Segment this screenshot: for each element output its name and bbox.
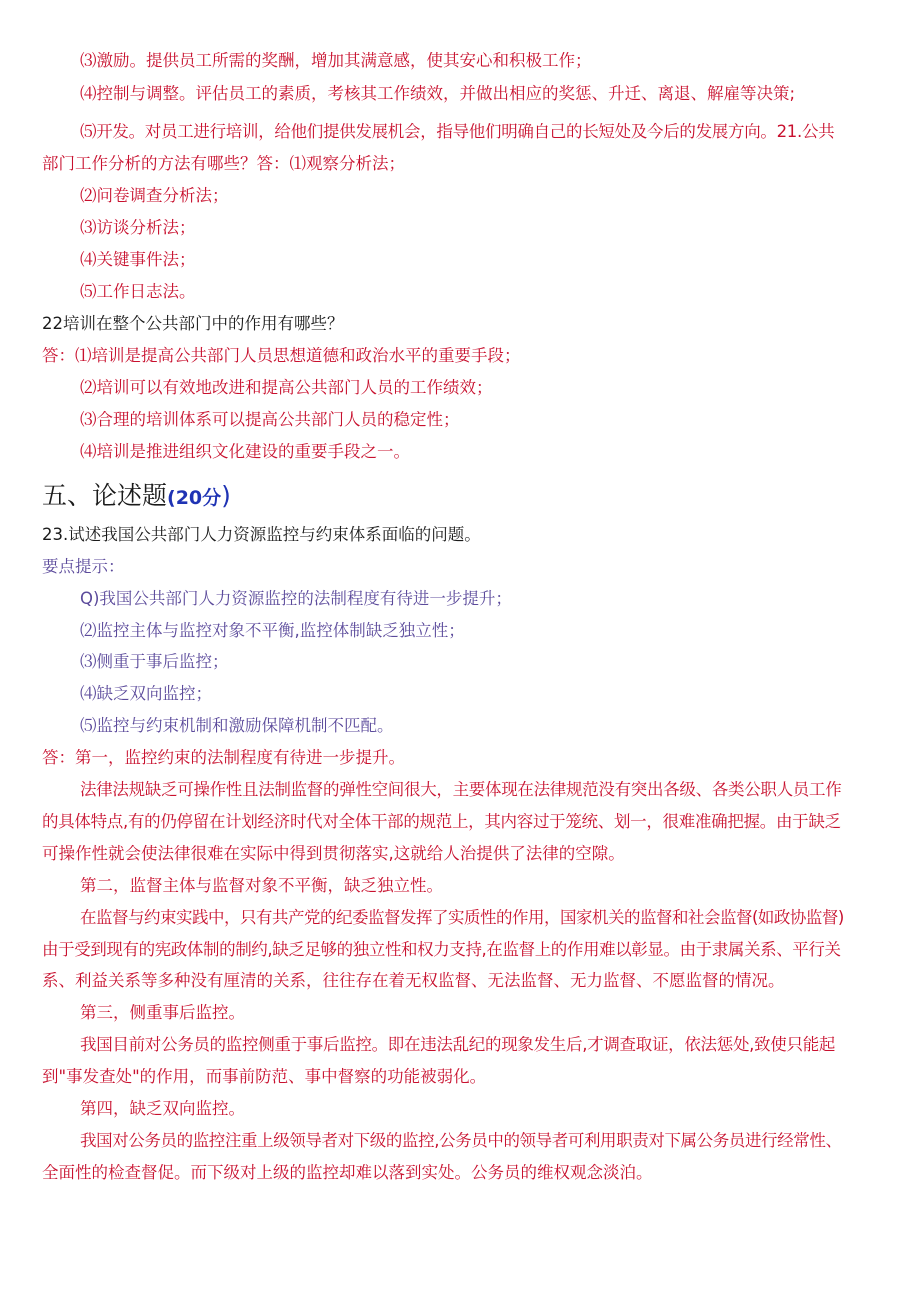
q22-item-3: ⑶合理的培训体系可以提高公共部门人员的稳定性； xyxy=(80,410,460,429)
p3-line-1: 我国目前对公务员的监控侧重于事后监控。即在违法乱纪的现象发生后,才调查取证，依法惩处,致使只能起 xyxy=(80,1035,836,1054)
q22-title: 22培训在整个公共部门中的作用有哪些？ xyxy=(42,314,344,333)
answer-third-point: 第三，侧重事后监控。 xyxy=(80,1003,245,1022)
section-heading-text: 五、论述题 xyxy=(42,481,168,510)
hint-item-5: ⑸监控与约束机制和激励保障机制不匹配。 xyxy=(80,716,394,735)
answer-fourth-point: 第四，缺乏双向监控。 xyxy=(80,1099,245,1118)
answer-second-point: 第二，监督主体与监督对象不平衡，缺乏独立性。 xyxy=(80,876,443,895)
p2-line-2: 由于受到现有的宪政体制的制约,缺乏足够的独立性和权力支持,在监督上的作用难以彰显。由于隶属关系、平行关 xyxy=(42,940,841,959)
q21-item-2: ⑵问卷调查分析法； xyxy=(80,186,229,205)
hint-label: 要点提示： xyxy=(42,557,125,576)
p4-line-2: 全面性的检查督促。而下级对上级的监控却难以落到实处。公务员的维权观念淡泊。 xyxy=(42,1163,653,1182)
hint-item-2: ⑵监控主体与监控对象不平衡,监控体制缺乏独立性； xyxy=(80,621,465,640)
p2-line-3: 系、利益关系等多种没有厘清的关系，往往存在着无权监督、无法监督、无力监督、不愿监督的情况。 xyxy=(42,971,785,990)
p1-line-3: 可操作性就会使法律很难在实际中得到贯彻落实,这就给人治提供了法律的空隙。 xyxy=(42,844,625,863)
q22-item-4: ⑷培训是推进组织文化建设的重要手段之一。 xyxy=(80,442,410,461)
p4-line-1: 我国对公务员的监控注重上级领导者对下级的监控,公务员中的领导者可利用职责对下属公务员进行经常性、 xyxy=(80,1131,842,1150)
answer-item-5-line1: ⑸开发。对员工进行培训，给他们提供发展机会，指导他们明确自己的长短处及今后的发展方向。21.公共 xyxy=(80,122,835,141)
answer-first-point: 答：第一，监控约束的法制程度有待进一步提升。 xyxy=(42,748,405,767)
q22-item-1: 答：⑴培训是提高公共部门人员思想道德和政治水平的重要手段； xyxy=(42,346,521,365)
p3-line-2: 到"事发查处"的作用，而事前防范、事中督察的功能被弱化。 xyxy=(42,1067,487,1086)
q21-item-3: ⑶访谈分析法； xyxy=(80,218,196,237)
p1-line-1: 法律法规缺乏可操作性且法制监督的弹性空间很大，主要体现在法律规范没有突出各级、各类公职人员工作 xyxy=(80,780,842,799)
answer-item-5-line2: 部门工作分析的方法有哪些？答：⑴观察分析法； xyxy=(42,154,405,173)
p1-line-2: 的具体特点,有的仍停留在计划经济时代对全体干部的规范上，其内容过于笼统、划一，很难准确把握。由于缺乏 xyxy=(42,812,841,831)
hint-item-3: ⑶侧重于事后监控； xyxy=(80,652,229,671)
q23-title: 23.试述我国公共部门人力资源监控与约束体系面临的问题。 xyxy=(42,525,481,544)
section-score-close: ) xyxy=(221,481,231,510)
answer-item-3: ⑶激励。提供员工所需的奖酬，增加其满意感，使其安心和积极工作； xyxy=(80,51,592,70)
hint-item-4: ⑷缺乏双向监控； xyxy=(80,684,212,703)
section-heading xyxy=(42,480,231,514)
q21-item-4: ⑷关键事件法； xyxy=(80,250,196,269)
answer-item-4: ⑷控制与调整。评估员工的素质，考核其工作绩效，并做出相应的奖惩、升迁、离退、解雇等决策; xyxy=(80,84,796,103)
q21-item-5: ⑸工作日志法。 xyxy=(80,282,196,301)
p2-line-1: 在监督与约束实践中，只有共产党的纪委监督发挥了实质性的作用，国家机关的监督和社会监督(如政协监督) xyxy=(80,908,844,927)
q22-item-2: ⑵培训可以有效地改进和提高公共部门人员的工作绩效； xyxy=(80,378,493,397)
hint-item-1: Q)我国公共部门人力资源监控的法制程度有待进一步提升； xyxy=(80,589,512,608)
section-score-open: ( xyxy=(167,487,176,509)
section-score: 20分 xyxy=(175,487,222,509)
